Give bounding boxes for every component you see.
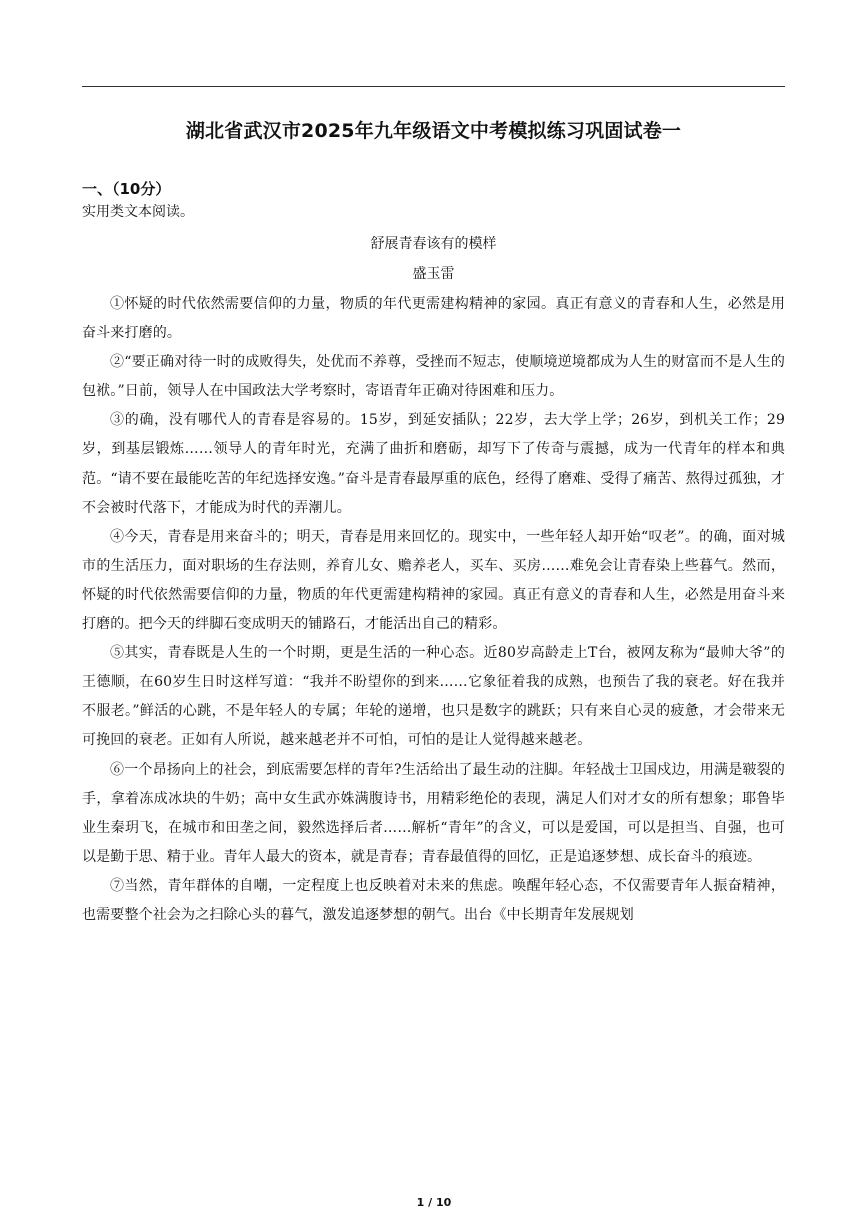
article-paragraphs — [82, 290, 785, 930]
document-title: 湖北省武汉市2025年九年级语文中考模拟练习巩固试卷一 — [185, 120, 682, 142]
article-author: 盛玉雷 — [412, 266, 455, 282]
paragraph-5: ⑤其实，青春既是人生的一个时期，更是生活的一种心态。近80岁高龄走上T台，被网友称为“最帅大爷”的王德顺，在60岁生日时这样写道：“我并不盼望你的到来……它象征着我的成熟，也预告了我的衰老。好在我并不服老。”鲜活的心跳，不是年轻人的专属；年轮的递增，也只是数字的跳跃；只有来自心灵的疲惫，才会带来无可挽回的衰老。正如有人所说，越来越老并不可怕，可怕的是让人觉得越来越老。 — [82, 645, 785, 749]
paragraph-6: ⑥一个昂扬向上的社会，到底需要怎样的青年?生活给出了最生动的注脚。年轻战士卫国戍边，用满是皲裂的手，拿着冻成冰块的牛奶；高中女生武亦姝满腹诗书，用精彩绝伦的表现，满足人们对才女的所有想象；耶鲁毕业生秦玥飞，在城市和田垄之间，毅然选择后者……解析“青年”的含义，可以是爱国，可以是担当、自强，也可以是勤于思、精于业。青年人最大的资本，就是青春；青春最值得的回忆，正是追逐梦想、成长奋斗的痕迹。 — [82, 761, 785, 865]
paragraph-1: ①怀疑的时代依然需要信仰的力量，物质的年代更需建构精神的家园。真正有意义的青春和人生，必然是用奋斗来打磨的。 — [82, 296, 785, 342]
header-rule — [82, 86, 785, 87]
paragraph-2: ②“要正确对待一时的成败得失，处优而不养尊，受挫而不短志，使顺境逆境都成为人生的财富而不是人生的包袱。”日前，领导人在中国政法大学考察时，寄语青年正确对待困难和压力。 — [82, 354, 785, 400]
paragraph-7: ⑦当然，青年群体的自嘲，一定程度上也反映着对未来的焦虑。唤醒年轻心态，不仅需要青年人振奋精神，也需要整个社会为之扫除心头的暮气，激发追逐梦想的朝气。出台《中长期青年发展规划 — [82, 877, 785, 923]
page-number: 1 / 10 — [416, 1196, 452, 1209]
article-title: 舒展青春该有的模样 — [370, 236, 497, 252]
section-instruction: 实用类文本阅读。 — [82, 204, 194, 220]
section-heading: 一、（10分） — [82, 180, 171, 198]
paragraph-4: ④今天，青春是用来奋斗的；明天，青春是用来回忆的。现实中，一些年轻人却开始“叹老”。的确，面对城市的生活压力，面对职场的生存法则，养育儿女、赡养老人，买车、买房……难免会让青春染上些暮气。然而，怀疑的时代依然需要信仰的力量，物质的年代更需建构精神的家园。真正有意义的青春和人生，必然是用奋斗来打磨的。把今天的绊脚石变成明天的铺路石，才能活出自己的精彩。 — [82, 528, 785, 633]
paragraph-3: ③的确，没有哪代人的青春是容易的。15岁，到延安插队；22岁，去大学上学；26岁，到机关工作；29岁，到基层锻炼……领导人的青年时光，充满了曲折和磨砺，却写下了传奇与震撼，成为一代青年的样本和典范。“请不要在最能吃苦的年纪选择安逸。”奋斗是青春最厚重的底色，经得了磨难、受得了痛苦、熬得过孤独，才不会被时代落下，才能成为时代的弄潮儿。 — [82, 412, 785, 516]
document-body — [82, 178, 785, 930]
